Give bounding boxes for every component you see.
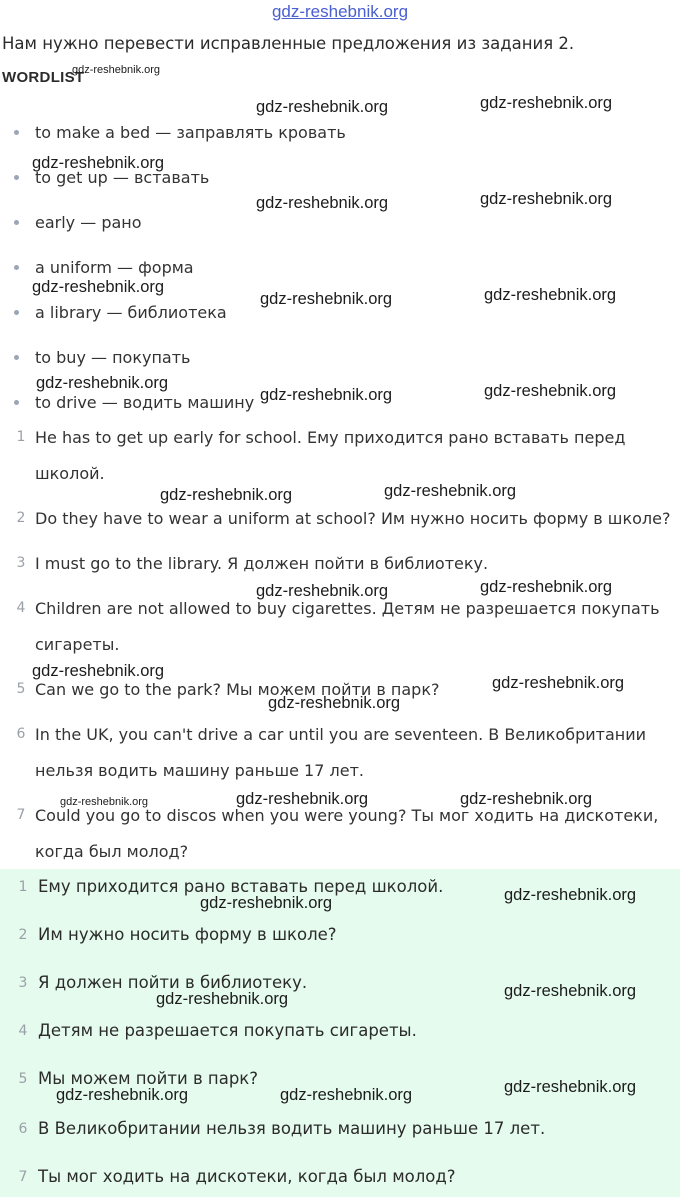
watermark: gdz-reshebnik.org — [480, 94, 613, 112]
wordlist-heading: WORDLIST — [2, 69, 85, 86]
site-header-link[interactable]: gdz-reshebnik.org — [271, 2, 409, 21]
wordlist-item: to get up — вставать — [14, 168, 209, 187]
answers-panel: 1 Ему приходится рано вставать перед школой. 2 Им нужно носить форму в школе? 3 Я должен пойти в библиотеку. 4 Детям не разрешается покупать сигареты. 5 Мы можем пойти в парк? 6 В Великобритании нельзя водить машину раньше 17 лет. 7 Ты мог ходить на дискотеки, когда был молод? — [0, 869, 680, 1197]
watermark: gdz-reshebnik.org — [480, 190, 613, 208]
watermark: gdz-reshebnik.org — [384, 482, 517, 500]
intro-text: Нам нужно перевести исправленные предложения из задания 2. — [2, 34, 575, 53]
bullet-icon — [14, 175, 19, 180]
watermark: gdz-reshebnik.org — [280, 1086, 413, 1104]
bullet-icon — [14, 220, 19, 225]
watermark: gdz-reshebnik.org — [236, 790, 369, 808]
watermark: gdz-reshebnik.org — [504, 886, 637, 904]
watermark: gdz-reshebnik.org — [56, 1086, 189, 1104]
watermark: gdz-reshebnik.org — [504, 982, 637, 1000]
watermark: gdz-reshebnik.org — [484, 382, 617, 400]
watermark: gdz-reshebnik.org — [60, 796, 149, 808]
bullet-icon — [14, 355, 19, 360]
watermark: gdz-reshebnik.org — [492, 674, 625, 692]
watermark: gdz-reshebnik.org — [36, 374, 169, 392]
wordlist-item: to buy — покупать — [14, 348, 190, 367]
watermark: gdz-reshebnik.org — [156, 990, 289, 1008]
watermark: gdz-reshebnik.org — [484, 286, 617, 304]
watermark: gdz-reshebnik.org — [32, 154, 165, 172]
watermark: gdz-reshebnik.org — [256, 582, 389, 600]
wordlist-item: a library — библиотека — [14, 303, 227, 322]
watermark: gdz-reshebnik.org — [260, 386, 393, 404]
watermark: gdz-reshebnik.org — [72, 64, 161, 76]
watermark: gdz-reshebnik.org — [256, 194, 389, 212]
watermark: gdz-reshebnik.org — [268, 694, 401, 712]
watermark: gdz-reshebnik.org — [260, 290, 393, 308]
watermark: gdz-reshebnik.org — [160, 486, 293, 504]
wordlist-item: early — рано — [14, 213, 142, 232]
watermark: gdz-reshebnik.org — [480, 578, 613, 596]
watermark: gdz-reshebnik.org — [504, 1078, 637, 1096]
wordlist-item: to drive — водить машину — [14, 393, 254, 412]
bullet-icon — [14, 310, 19, 315]
bullet-icon — [14, 130, 19, 135]
watermark: gdz-reshebnik.org — [460, 790, 593, 808]
watermark: gdz-reshebnik.org — [200, 894, 333, 912]
watermark: gdz-reshebnik.org — [32, 278, 165, 296]
bullet-icon — [14, 265, 19, 270]
bullet-icon — [14, 400, 19, 405]
watermark: gdz-reshebnik.org — [32, 662, 165, 680]
wordlist-item: a uniform — форма — [14, 258, 194, 277]
wordlist-item: to make a bed — заправлять кровать — [14, 123, 346, 142]
watermark: gdz-reshebnik.org — [256, 98, 389, 116]
